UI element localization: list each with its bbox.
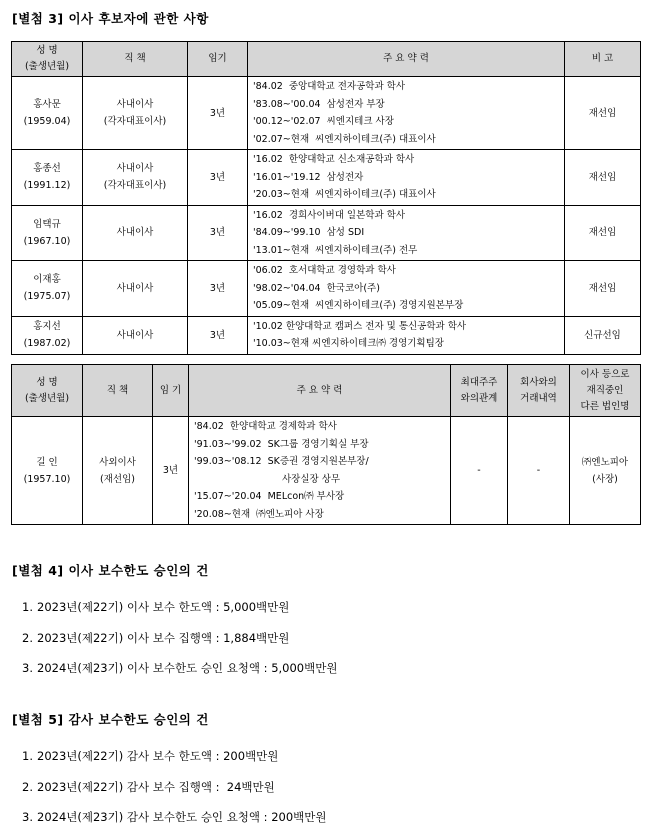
list-item: 1. 2023년(제22기) 감사 보수 한도액 : 200백만원 (22, 749, 279, 763)
table-row (12, 316, 641, 354)
director-candidates-table (11, 41, 641, 355)
list-item: 3. 2024년(제23기) 감사 보수한도 승인 요청액 : 200백만원 (22, 810, 327, 824)
candidate-note: 재선임 (565, 261, 641, 317)
candidate-name: 홍지선 (1987.02) (12, 316, 83, 354)
candidate-name: 임택규 (1967.10) (12, 205, 83, 261)
list-item: 2. 2023년(제22기) 감사 보수 집행액 : 24백만원 (22, 779, 275, 794)
candidate-role: 사내이사 (각자대표이사) (83, 150, 188, 206)
candidate-career: '16.02 경희사이버대 일본학과 학사 '84.09~'99.10 삼성 SDI '13.01~현재 씨엔지하이테크(주) 전무 (248, 205, 565, 261)
list-item: 3. 2024년(제23기) 이사 보수한도 승인 요청액 : 5,000백만원 (22, 661, 338, 675)
table-row (12, 261, 641, 317)
candidate-term: 3년 (188, 316, 248, 354)
candidate-role: 사내이사 (83, 316, 188, 354)
candidate-term: 3년 (188, 261, 248, 317)
candidate-note: 재선임 (565, 77, 641, 150)
header-transactions: 회사와의 거래내역 (508, 365, 570, 417)
header-other-companies: 이사 등으로 재직중인 다른 법인명 (570, 365, 641, 417)
candidate-name: 홍종선 (1991.12) (12, 150, 83, 206)
candidate-role: 사외이사 (재선임) (83, 417, 153, 525)
header-name: 성 명 (출생년월) (12, 365, 83, 417)
section-3-title: [별첨 3] 이사 후보자에 관한 사항 (12, 11, 209, 26)
candidate-note: 재선임 (565, 150, 641, 206)
candidate-term: 3년 (188, 205, 248, 261)
candidate-term: 3년 (188, 77, 248, 150)
candidate-term: 3년 (188, 150, 248, 206)
header-note: 비 고 (565, 42, 641, 77)
table-row (12, 205, 641, 261)
header-career: 주 요 약 력 (189, 365, 451, 417)
table-row (12, 77, 641, 150)
candidate-career: '84.02 한양대학교 경제학과 학사 '91.03~'99.02 SK그룹 경영기획실 부장 '99.03~'08.12 SK증권 경영지원본부장/ 사장실장 상무 '15.07~'20.04 MELcon㈜ 부사장 '20.08~현재 ㈜엔노피아 사장 (189, 417, 451, 525)
table-row (12, 417, 641, 525)
company-transactions: - (508, 417, 570, 525)
shareholder-relation: - (451, 417, 508, 525)
header-term: 임 기 (153, 365, 189, 417)
candidate-name: 길 인 (1957.10) (12, 417, 83, 525)
auditor-pay-list (22, 748, 326, 840)
header-shareholder-relation: 최대주주 와의관계 (451, 365, 508, 417)
candidate-note: 재선임 (565, 205, 641, 261)
header-role: 직 책 (83, 365, 153, 417)
header-role: 직 책 (83, 42, 188, 77)
candidate-name: 이재홍 (1975.07) (12, 261, 83, 317)
table-row (12, 150, 641, 206)
candidate-term: 3년 (153, 417, 189, 525)
header-term: 임기 (188, 42, 248, 77)
candidate-name: 홍사문 (1959.04) (12, 77, 83, 150)
list-item: 2. 2023년(제22기) 이사 보수 집행액 : 1,884백만원 (22, 630, 290, 645)
candidate-role: 사내이사 (83, 261, 188, 317)
candidate-career: '84.02 중앙대학교 전자공학과 학사 '83.08~'00.04 삼성전자 부장 '00.12~'02.07 씨엔지테크 사장 '02.07~현재 씨엔지하이테크(주) 대표이사 (248, 77, 565, 150)
section-5-title: [별첨 5] 감사 보수한도 승인의 건 (12, 712, 209, 727)
header-name: 성 명 (출생년월) (12, 42, 83, 77)
candidate-note: 신규선임 (565, 316, 641, 354)
header-career: 주 요 약 력 (248, 42, 565, 77)
candidate-career: '16.02 한양대학교 신소재공학과 학사 '16.01~'19.12 삼성전자 '20.03~현재 씨엔지하이테크(주) 대표이사 (248, 150, 565, 206)
director-pay-list (22, 599, 337, 691)
section-4-title: [별첨 4] 이사 보수한도 승인의 건 (12, 563, 209, 578)
candidate-role: 사내이사 (83, 205, 188, 261)
candidate-role: 사내이사 (각자대표이사) (83, 77, 188, 150)
other-companies: ㈜엔노피아 (사장) (570, 417, 641, 525)
candidate-career: '10.02 한양대학교 캠퍼스 전자 및 통신공학과 학사 '10.03~현재 씨엔지하이테크㈜ 경영기획팀장 (248, 316, 565, 354)
outside-director-table (11, 364, 641, 525)
list-item: 1. 2023년(제22기) 이사 보수 한도액 : 5,000백만원 (22, 600, 290, 614)
candidate-career: '06.02 호서대학교 경영학과 학사 '98.02~'04.04 한국코아(주) '05.09~현재 씨엔지하이테크(주) 경영지원본부장 (248, 261, 565, 317)
